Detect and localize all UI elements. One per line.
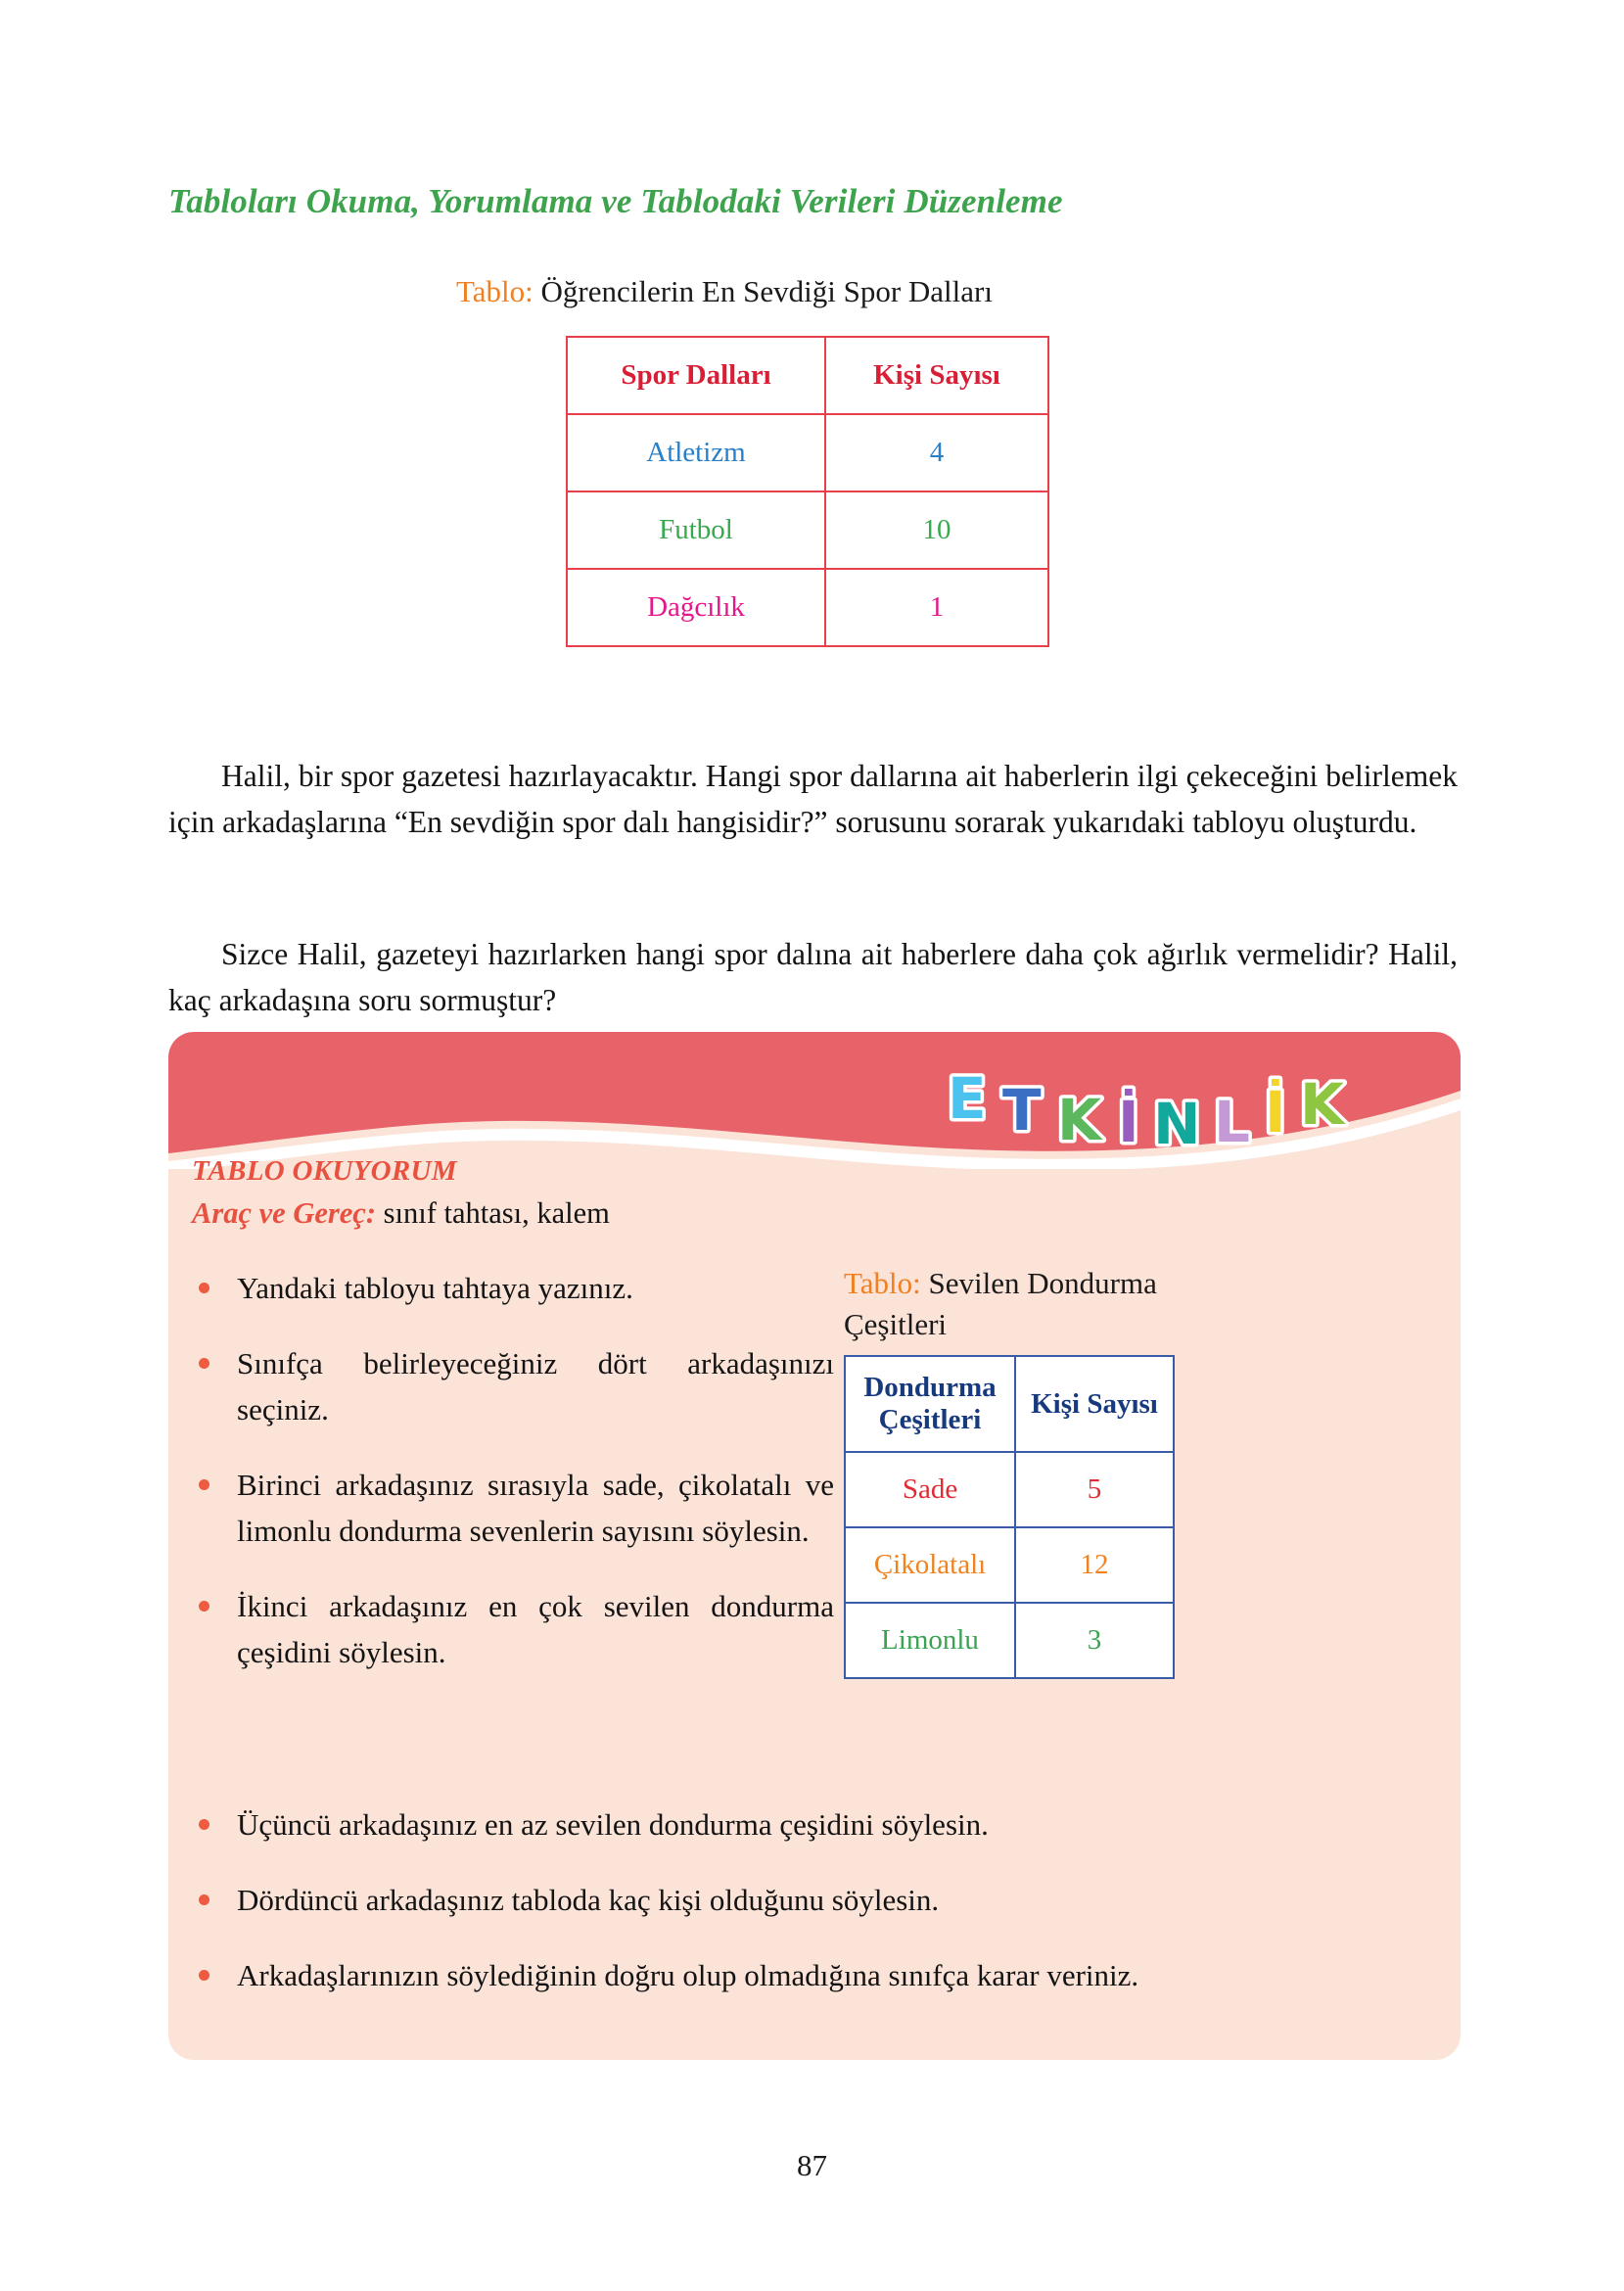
section-heading: Tabloları Okuma, Yorumlama ve Tablodaki Verileri Düzenleme bbox=[168, 182, 1063, 220]
activity-title: TABLO OKUYORUM bbox=[192, 1155, 457, 1187]
etkinlik-letter-l: L bbox=[1214, 1089, 1250, 1153]
icecream-table bbox=[844, 1355, 1175, 1679]
list-item-label: İkinci arkadaşınız en çok sevilen dondurma çeşidini söylesin. bbox=[237, 1589, 834, 1669]
sports-table bbox=[566, 336, 1049, 647]
table2-caption bbox=[844, 1263, 1265, 1345]
table2-cell-count-2: 3 bbox=[1015, 1603, 1174, 1678]
list-item bbox=[188, 1952, 1431, 1998]
etkinlik-letter-i1: İ bbox=[1118, 1089, 1139, 1153]
table1-caption-text: Öğrencilerin En Sevdiği Spor Dalları bbox=[533, 274, 993, 308]
materials-value: sınıf tahtası, kalem bbox=[376, 1196, 610, 1230]
list-item bbox=[188, 1340, 834, 1432]
table-row bbox=[567, 569, 1048, 646]
table1-cell-sport-0: Atletizm bbox=[567, 414, 825, 491]
list-item-label: Birinci arkadaşınız sırasıyla sade, çikolatalı ve limonlu dondurma sevenlerin sayısını söylesin. bbox=[237, 1468, 834, 1548]
table2-caption-text: Sevilen Dondurma Çeşitleri bbox=[844, 1266, 1157, 1341]
table1-caption bbox=[456, 274, 993, 309]
bullet-dot-icon bbox=[199, 1283, 209, 1293]
table-row bbox=[845, 1452, 1174, 1527]
bullet-dot-icon bbox=[199, 1479, 209, 1490]
table2-cell-kind-2: Limonlu bbox=[845, 1603, 1015, 1678]
bullet-dot-icon bbox=[199, 1970, 209, 1981]
paragraph-halil-intro: Halil, bir spor gazetesi hazırlayacaktır. Hangi spor dallarına ait haberlerin ilgi çekeceğini belirlemek için arkadaşlarına “En sevdiğin spor dalı hangisidir?” sorusunu sorarak yukarıdaki tabloyu oluşturdu. bbox=[168, 758, 1458, 839]
table1-header-sport: Spor Dalları bbox=[567, 337, 825, 414]
activity-bullets-wide bbox=[188, 1801, 1431, 1998]
table2-cell-count-0: 5 bbox=[1015, 1452, 1174, 1527]
etkinlik-letter-t: T bbox=[1002, 1077, 1042, 1144]
activity-materials bbox=[192, 1196, 610, 1231]
table-row bbox=[567, 491, 1048, 569]
table-row bbox=[845, 1603, 1174, 1678]
table1-caption-key: Tablo: bbox=[456, 274, 534, 308]
table1-cell-count-1: 10 bbox=[825, 491, 1048, 569]
etkinlik-letter-n: N bbox=[1153, 1091, 1201, 1153]
etkinlik-letter-i2: İ bbox=[1265, 1079, 1286, 1146]
paragraph-question: Sizce Halil, gazeteyi hazırlarken hangi spor dalına ait haberlere daha çok ağırlık vermelidir? Halil, kaç arkadaşına soru sormuştur? bbox=[168, 936, 1458, 1017]
list-item-label: Arkadaşlarınızın söylediğinin doğru olup olmadığına sınıfça karar veriniz. bbox=[237, 1958, 1139, 1992]
table-row bbox=[845, 1527, 1174, 1603]
table1-header-count: Kişi Sayısı bbox=[825, 337, 1048, 414]
table-header-row bbox=[845, 1356, 1174, 1452]
etkinlik-letter-k2: K bbox=[1300, 1071, 1344, 1138]
table2-cell-kind-1: Çikolatalı bbox=[845, 1527, 1015, 1603]
table1-cell-sport-2: Dağcılık bbox=[567, 569, 825, 646]
etkinlik-letter-k: K bbox=[1057, 1087, 1101, 1153]
materials-label: Araç ve Gereç: bbox=[192, 1196, 376, 1230]
list-item-label: Yandaki tabloyu tahtaya yazınız. bbox=[237, 1271, 633, 1305]
list-item-label: Üçüncü arkadaşınız en az sevilen dondurma çeşidini söylesin. bbox=[237, 1807, 989, 1842]
bullet-dot-icon bbox=[199, 1601, 209, 1612]
table2-cell-count-1: 12 bbox=[1015, 1527, 1174, 1603]
page-number: 87 bbox=[797, 2148, 827, 2182]
activity-box bbox=[168, 1032, 1461, 2060]
list-item bbox=[188, 1265, 834, 1311]
table1-cell-sport-1: Futbol bbox=[567, 491, 825, 569]
table2-header-count: Kişi Sayısı bbox=[1015, 1356, 1174, 1452]
table2-caption-key: Tablo: bbox=[844, 1266, 921, 1300]
list-item bbox=[188, 1583, 834, 1675]
table1-cell-count-0: 4 bbox=[825, 414, 1048, 491]
activity-banner bbox=[168, 1032, 1461, 1169]
table2-cell-kind-0: Sade bbox=[845, 1452, 1015, 1527]
etkinlik-letter-e: E bbox=[948, 1065, 987, 1132]
bullet-dot-icon bbox=[199, 1358, 209, 1369]
bullet-dot-icon bbox=[199, 1819, 209, 1830]
table1-cell-count-2: 1 bbox=[825, 569, 1048, 646]
table-header-row bbox=[567, 337, 1048, 414]
table2-header-kind: Dondurma Çeşitleri bbox=[845, 1356, 1015, 1452]
list-item bbox=[188, 1877, 1431, 1923]
bullet-dot-icon bbox=[199, 1894, 209, 1905]
table-row bbox=[567, 414, 1048, 491]
list-item-label: Dördüncü arkadaşınız tabloda kaç kişi olduğunu söylesin. bbox=[237, 1883, 940, 1917]
list-item-label: Sınıfça belirleyeceğiniz dört arkadaşınızı seçiniz. bbox=[237, 1346, 834, 1426]
list-item bbox=[188, 1801, 1431, 1847]
list-item bbox=[188, 1462, 834, 1554]
activity-bullets-left bbox=[188, 1265, 834, 1675]
